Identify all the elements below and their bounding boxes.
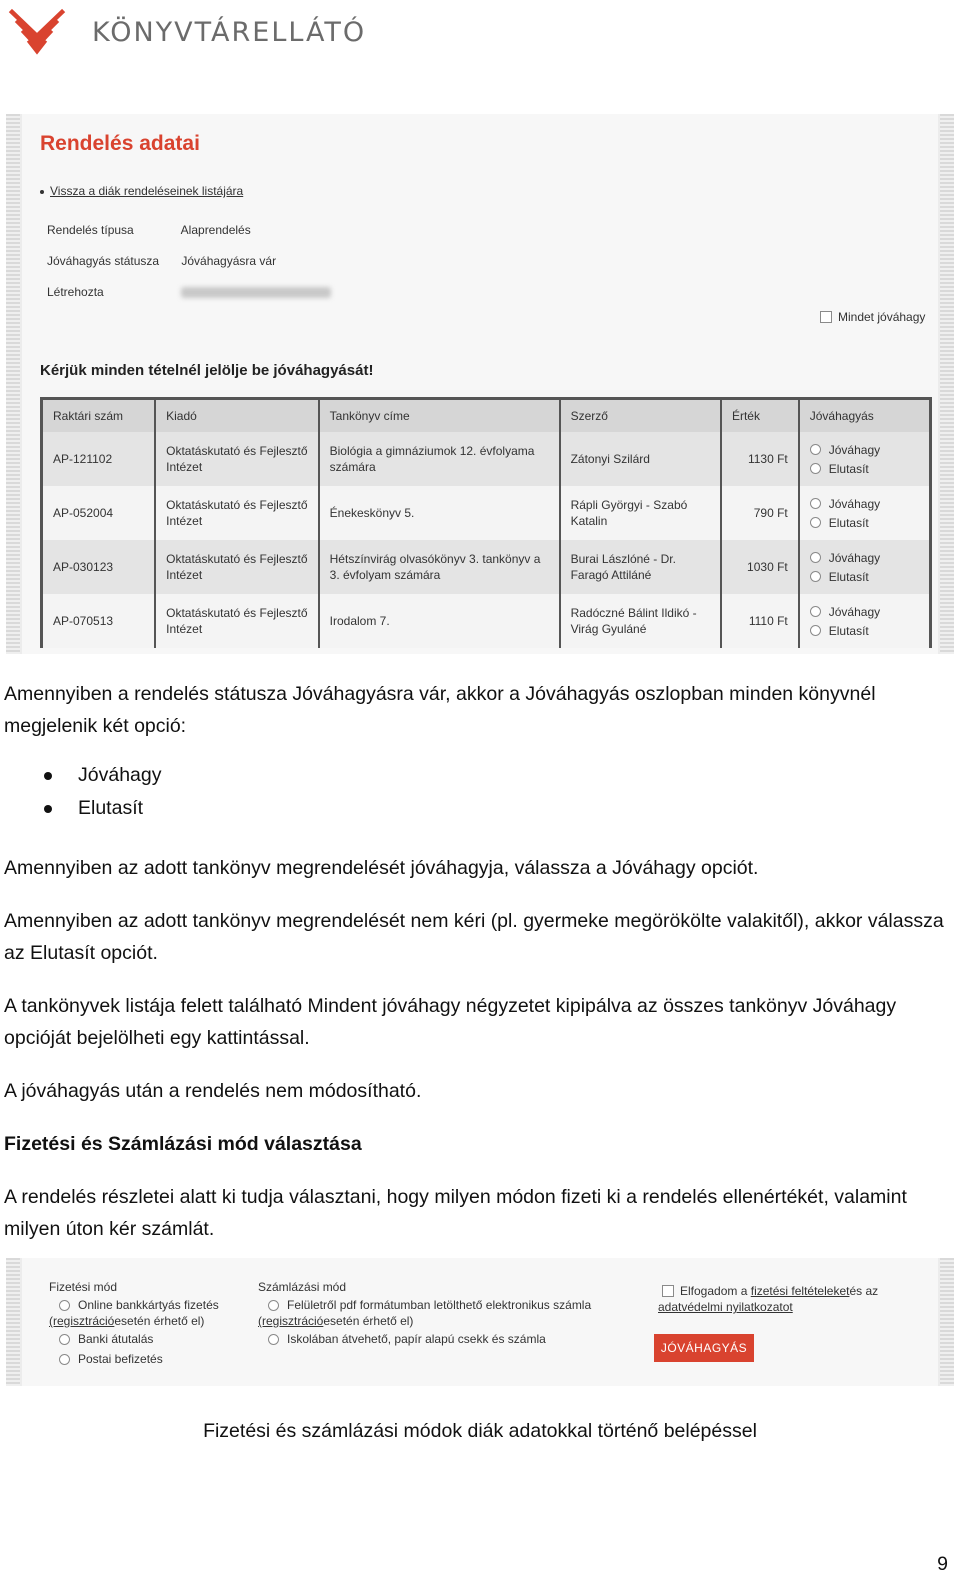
approve-option-label: Jóváhagy [828,604,881,619]
cell-code: AP-121102 [42,432,156,486]
col-header-author: Szerző [560,399,721,433]
payment-transfer-label: Banki átutalás [78,1332,154,1346]
paragraph-payment: A rendelés részletei alatt ki tudja választani, hogy milyen módon fizeti ki a rendelés ellenértékét, valamint milyen úton kér számlát. [4,1186,907,1240]
cell-approval [799,540,931,594]
privacy-link-row [658,1300,793,1314]
approve-option-label: Jóváhagy [828,550,881,565]
payment-transfer-radio[interactable] [59,1334,70,1345]
bullet-dot [44,772,52,780]
paragraph-approve-all: A tankönyvek listája felett található Mindent jóváhagy négyzetet kipipálva az összes tankönyv Jóváhagy opcióját bejelölheti egy kattintással. [4,995,897,1049]
order-details-screenshot [6,114,954,654]
cell-price: 1110 Ft [721,594,799,648]
billing-electronic-radio[interactable] [268,1300,279,1311]
cell-code: AP-052004 [42,486,156,540]
col-header-code: Raktári szám [42,399,156,433]
cell-price: 790 Ft [721,486,799,540]
cell-approval [799,486,931,540]
approval-status-row [47,254,276,268]
payment-online-note-text: esetén érhető el) [114,1314,205,1328]
table-row [42,432,931,486]
bullet-dot [40,190,44,194]
billing-electronic-note [258,1314,413,1328]
reject-radio[interactable] [810,517,821,528]
billing-option-electronic[interactable] [268,1298,591,1312]
list-item-text: Jóváhagy [78,764,162,786]
section-heading: Fizetési és Számlázási mód választása [4,1133,362,1155]
accept-terms-control[interactable] [662,1284,878,1298]
header-logo [8,4,366,60]
cell-author: Zátonyi Szilárd [560,432,721,486]
payment-online-note [49,1314,204,1328]
reject-option-label: Elutasít [828,623,869,638]
approve-all-label: Mindet jóváhagy [838,310,926,324]
screenshot-right-edge [940,114,954,654]
cell-title: Biológia a gimnáziumok 12. évfolyama számára [319,432,560,486]
cell-publisher: Oktatáskutató és Fejlesztő Intézet [155,594,319,648]
created-by-value-redacted [181,287,331,298]
list-item-text: Elutasít [78,797,144,819]
order-type-row [47,223,251,237]
approve-option[interactable] [810,602,919,621]
reject-radio[interactable] [810,571,821,582]
table-row [42,486,931,540]
accept-terms-checkbox[interactable] [662,1285,674,1297]
billing-electronic-note-text: esetén érhető el) [323,1314,414,1328]
approve-option[interactable] [810,494,919,513]
privacy-statement-link[interactable]: adatvédelmi nyilatkozatot [658,1300,793,1314]
approve-radio[interactable] [810,498,821,509]
reject-option-label: Elutasít [828,515,869,530]
billing-paper-label: Iskolában átvehető, papír alapú csekk és számla [287,1332,546,1346]
payment-billing-panel [22,1258,938,1386]
approve-radio[interactable] [810,444,821,455]
billing-method-heading: Számlázási mód [258,1280,347,1294]
payment-method-heading: Fizetési mód [49,1280,118,1294]
cell-author: Radóczné Bálint Ildikó - Virág Gyuláné [560,594,721,648]
approve-radio[interactable] [810,606,821,617]
approval-status-label: Jóváhagyás státusza [47,254,160,268]
logo-text: KÖNYVTÁRELLÁTÓ [92,16,367,48]
reject-option-label: Elutasít [828,461,869,476]
col-header-publisher: Kiadó [155,399,319,433]
screenshot-left-edge [6,114,20,654]
paragraph-status-options: Amennyiben a rendelés státusza Jóváhagyásra vár, akkor a Jóváhagyás oszlopban minden könyvnél megjelenik két opció: [4,683,876,737]
table-row [42,540,931,594]
cell-author: Burai Lászlóné - Dr. Faragó Attiláné [560,540,721,594]
approve-option-label: Jóváhagy [828,442,881,457]
cell-title: Irodalom 7. [319,594,560,648]
billing-electronic-label: Felületről pdf formátumban letölthető elektronikus számla [287,1298,592,1312]
payment-option-postal[interactable] [59,1352,163,1366]
payment-billing-screenshot [6,1258,954,1386]
reject-option[interactable] [810,567,919,586]
bullet-dot [44,805,52,813]
cell-publisher: Oktatáskutató és Fejlesztő Intézet [155,432,319,486]
reject-option[interactable] [810,621,919,640]
order-type-label: Rendelés típusa [47,223,134,237]
reject-option-label: Elutasít [828,569,869,584]
created-by-row [47,285,331,299]
list-item [44,797,143,820]
back-to-orders-link[interactable]: Vissza a diák rendeléseinek listájára [50,184,244,198]
payment-online-radio[interactable] [59,1300,70,1311]
cell-price: 1130 Ft [721,432,799,486]
order-details-title: Rendelés adatai [40,132,200,155]
payment-online-label: Online bankkártyás fizetés [78,1298,219,1312]
approve-option[interactable] [810,548,919,567]
paragraph-locked: A jóváhagyás után a rendelés nem módosítható. [4,1080,422,1102]
cell-title: Énekeskönyv 5. [319,486,560,540]
order-type-value: Alaprendelés [180,223,251,237]
page-number: 9 [937,1553,948,1575]
payment-option-transfer[interactable] [59,1332,153,1346]
cell-code: AP-070513 [42,594,156,648]
approve-option[interactable] [810,440,919,459]
screenshot-left-edge [6,1258,20,1386]
cell-author: Rápli Györgyi - Szabó Katalin [560,486,721,540]
created-by-label: Létrehozta [47,285,104,299]
payment-postal-label: Postai befizetés [78,1352,163,1366]
cell-publisher: Oktatáskutató és Fejlesztő Intézet [155,540,319,594]
col-header-title: Tankönyv címe [319,399,560,433]
accept-terms-prefix: Elfogadom a [680,1284,748,1298]
approve-option-label: Jóváhagy [828,496,881,511]
back-link-item [40,184,243,198]
books-table [40,397,932,648]
billing-paper-radio[interactable] [268,1334,279,1345]
approve-all-checkbox[interactable] [820,311,832,323]
approve-radio[interactable] [810,552,821,563]
cell-approval [799,594,931,648]
billing-option-paper[interactable] [268,1332,546,1346]
kella-chevron-logo-icon [8,6,66,58]
payment-option-online[interactable] [59,1298,219,1312]
paragraph-reject: Amennyiben az adott tankönyv megrendelését nem kéri (pl. gyermeke megörökölte valakitől), akkor válassza az Elutasít opciót. [4,910,944,964]
list-item [44,764,161,787]
order-details-panel [22,114,938,654]
table-row [42,594,931,648]
registration-link[interactable]: (regisztráció [49,1314,115,1328]
cell-code: AP-030123 [42,540,156,594]
reject-radio[interactable] [810,625,821,636]
registration-link[interactable]: (regisztráció [258,1314,324,1328]
col-header-approval: Jóváhagyás [799,399,931,433]
cell-price: 1030 Ft [721,540,799,594]
cell-approval [799,432,931,486]
payment-postal-radio[interactable] [59,1354,70,1365]
table-header-row [42,399,931,433]
screenshot-right-edge [940,1258,954,1386]
figure-caption: Fizetési és számlázási módok diák adatokkal történő belépéssel [203,1420,757,1442]
paragraph-approve: Amennyiben az adott tankönyv megrendelését jóváhagyja, válassza a Jóváhagy opciót. [4,857,759,879]
payment-terms-link[interactable]: fizetési feltételeket [750,1284,850,1298]
col-header-price: Érték [721,399,799,433]
approval-status-value: Jóváhagyásra vár [181,254,277,268]
approve-button[interactable]: JÓVÁHAGYÁS [654,1334,754,1362]
cell-publisher: Oktatáskutató és Fejlesztő Intézet [155,486,319,540]
approval-prompt: Kérjük minden tételnél jelölje be jóváhagyását! [40,362,374,379]
reject-radio[interactable] [810,463,821,474]
reject-option[interactable] [810,513,919,532]
cell-title: Hétszínvirág olvasókönyv 3. tankönyv a 3. évfolyam számára [319,540,560,594]
accept-terms-mid: és az [849,1284,879,1298]
reject-option[interactable] [810,459,919,478]
approve-all-control[interactable] [820,310,925,324]
